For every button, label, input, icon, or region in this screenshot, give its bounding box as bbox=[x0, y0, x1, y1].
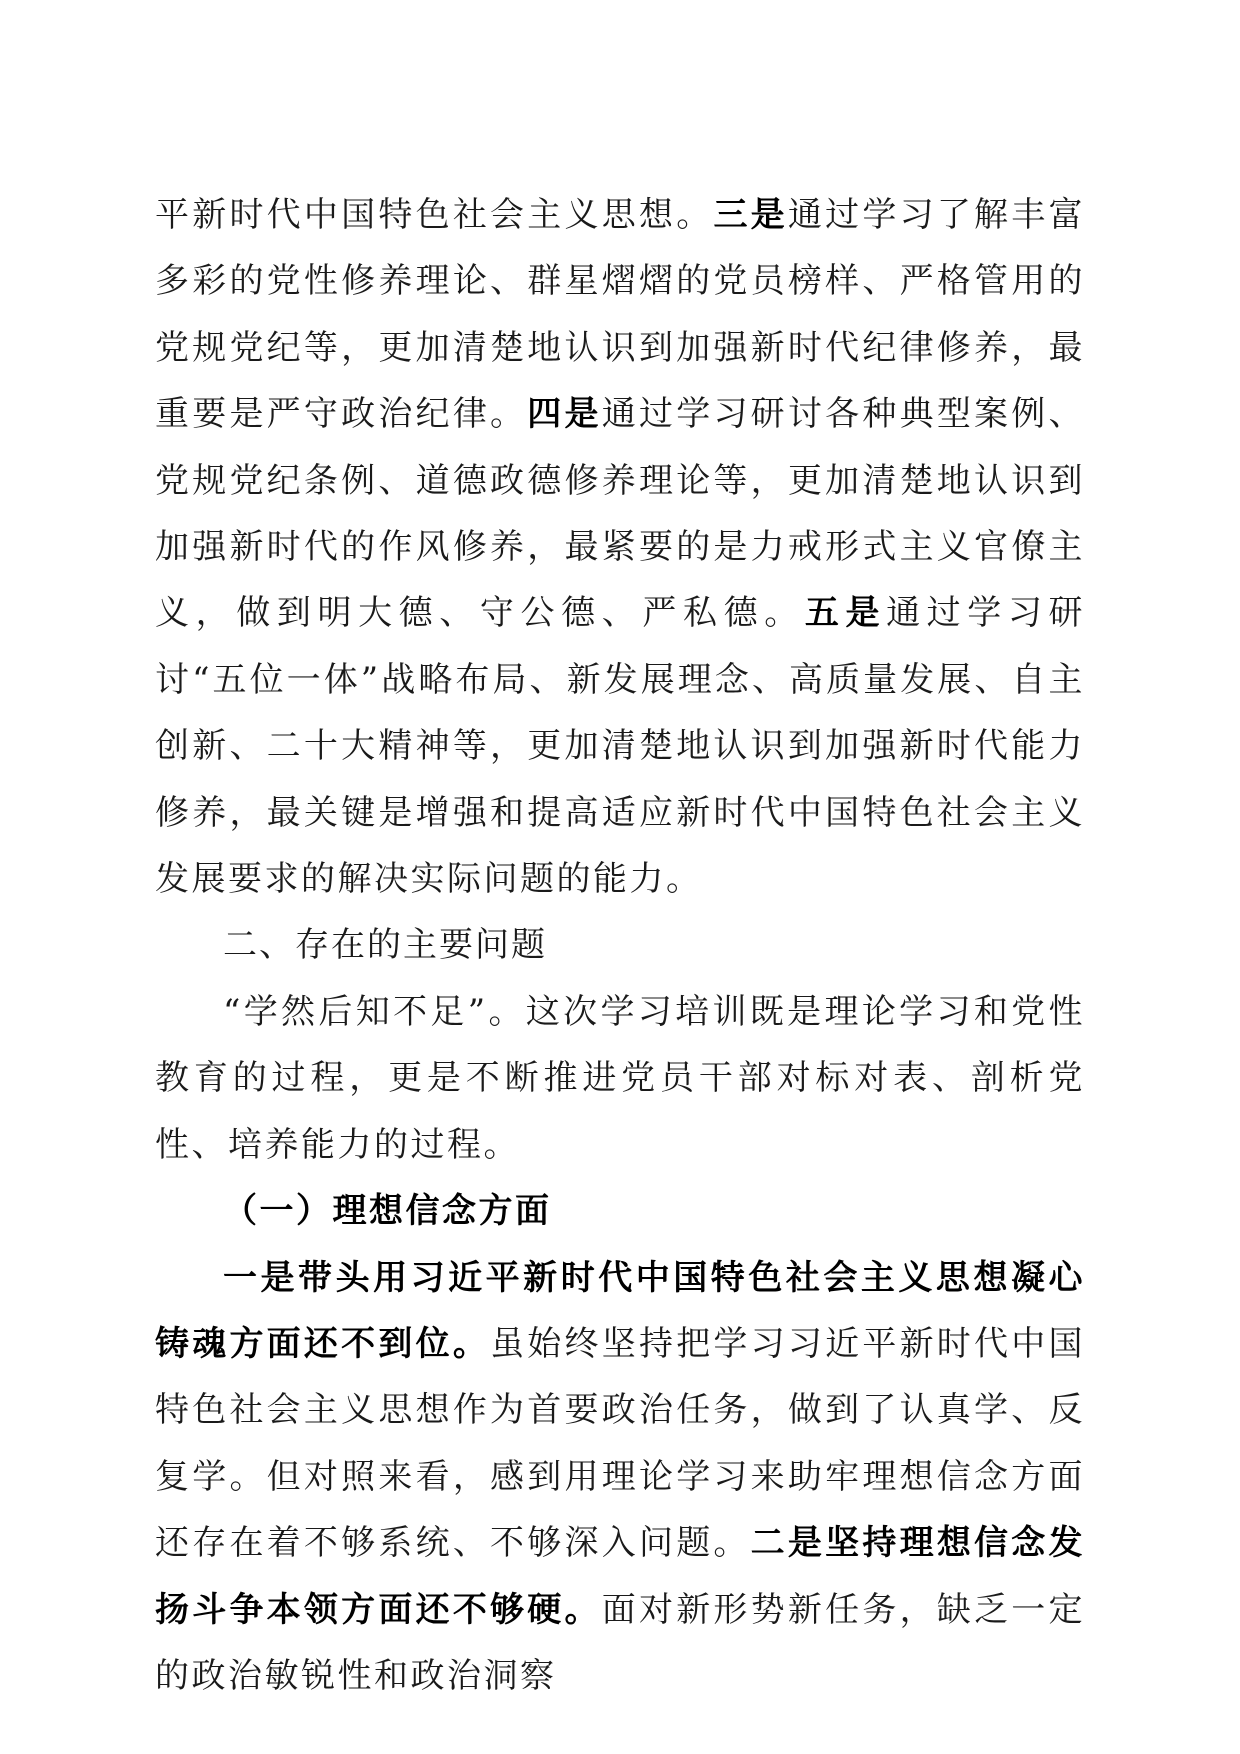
text-run: 通过学习研讨“五位一体”战略布局、新发展理念、高质量发展、自主创新、二十大精神等，更加清楚地认识到加强新时代能力修养，最关键是增强和提高适应新时代中国特色社会主义发展要求的解决实际问题的能力。 bbox=[155, 593, 1086, 900]
text-run: 通过学习了解丰富多彩的党性修养理论、群星熠熠的党员榜样、严格管用的党规党纪等，更加清楚地认识到加强新时代纪律修养，最重要是严守政治纪律。 bbox=[155, 195, 1086, 435]
bold-marker-san-shi: 三是 bbox=[713, 195, 788, 235]
text-run: 平新时代中国特色社会主义思想。 bbox=[155, 195, 714, 235]
paragraph-continuation bbox=[155, 182, 1085, 912]
section-heading: 二、存在的主要问题 bbox=[223, 925, 547, 966]
text-run: 虽始终坚持把学习习近平新时代中国特色社会主义思想作为首要政治任务，做到了认真学、反复学。但对照来看，感到用理论学习来助牢理想信念方面还存在着不够系统、不够深入问题。 bbox=[155, 1323, 1085, 1564]
paragraph-ideals bbox=[155, 1245, 1085, 1710]
subsection-heading: （一）理想信念方面 bbox=[223, 1191, 552, 1232]
text-run: 通过学习研讨各种典型案例、党规党纪条例、道德政德修养理论等，更加清楚地认识到加强新时代的作风修养，最紧要的是力戒形式主义官僚主义，做到明大德、守公德、严私德。 bbox=[155, 394, 1086, 634]
paragraph-intro: “学然后知不足”。这次学习培训既是理论学习和党性教育的过程，更是不断推进党员干部对标对表、剖析党性、培养能力的过程。 bbox=[155, 991, 1085, 1165]
document-body bbox=[155, 182, 1085, 1709]
bold-marker-wu-shi: 五是 bbox=[804, 593, 887, 634]
bold-point-two: 二是坚持理想信念发扬斗争本领方面还不够硬。 bbox=[155, 1523, 1086, 1630]
bold-marker-si-shi: 四是 bbox=[527, 394, 602, 435]
text-run: 面对新形势新任务，缺乏一定的政治敏锐性和政治洞察 bbox=[155, 1589, 1085, 1696]
bold-point-one: 一是带头用习近平新时代中国特色社会主义思想凝心铸魂方面还不到位。 bbox=[155, 1257, 1085, 1364]
